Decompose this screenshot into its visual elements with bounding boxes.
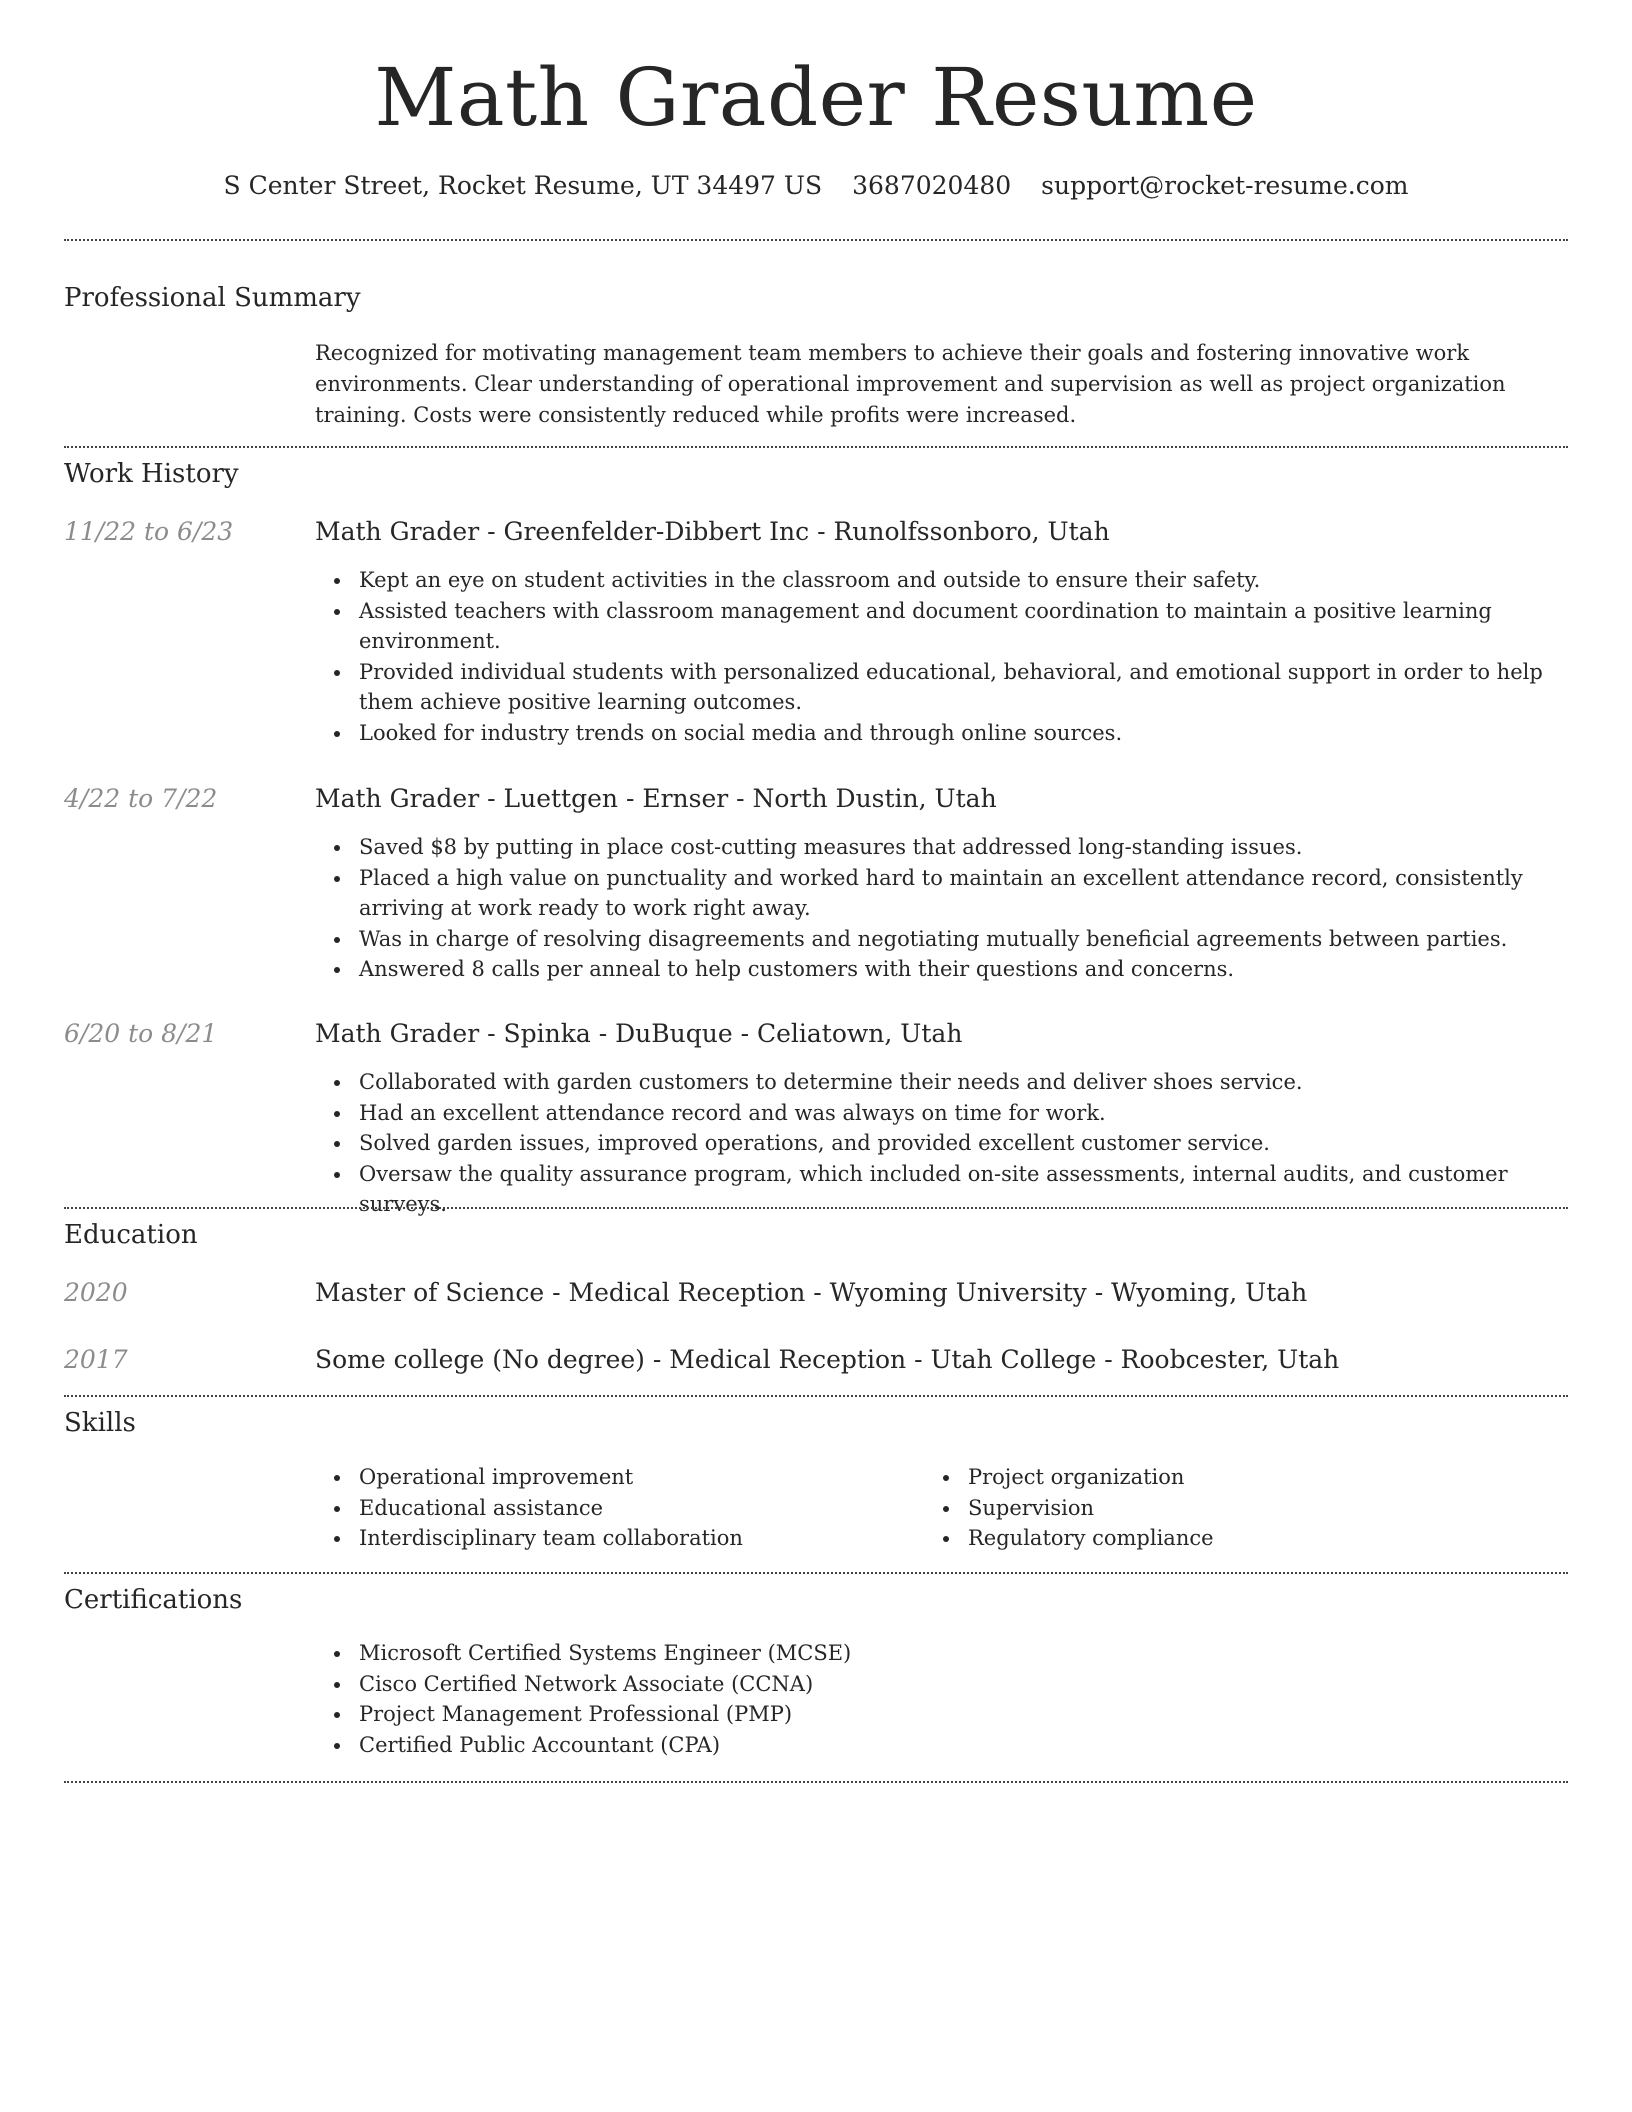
section-title-education: Education: [64, 1220, 198, 1250]
list-item: Educational assistance: [359, 1493, 919, 1524]
job-bullets: [359, 565, 1569, 748]
skills-list-right: [968, 1462, 1528, 1554]
list-item: Oversaw the quality assurance program, which included on-site assessments, internal audits, and customer surveys.: [359, 1159, 1569, 1220]
job-dates: 11/22 to 6/23: [64, 517, 234, 546]
summary-text: Recognized for motivating management team members to achieve their goals and fostering innovative work environments. Clear understanding of operational improvement and supervision as well as project organization training. Costs were consistently reduced while profits were increased.: [315, 341, 1506, 427]
resume-title: Math Grader Resume: [374, 51, 1258, 144]
list-item: Looked for industry trends on social media and through online sources.: [359, 718, 1569, 749]
divider: [64, 1395, 1568, 1397]
certifications-list: [359, 1638, 1569, 1760]
job-dates: 4/22 to 7/22: [64, 784, 218, 813]
list-item: Answered 8 calls per anneal to help customers with their questions and concerns.: [359, 954, 1569, 985]
education-year: 2017: [64, 1345, 128, 1374]
section-title-certifications: Certifications: [64, 1585, 243, 1615]
job-bullets: [359, 832, 1569, 985]
divider: [64, 1781, 1568, 1783]
section-title-work-history: Work History: [64, 459, 239, 489]
list-item: Project organization: [968, 1462, 1528, 1493]
education-heading: Master of Science - Medical Reception - Wyoming University - Wyoming, Utah: [315, 1278, 1308, 1307]
section-title-summary: Professional Summary: [64, 283, 361, 313]
job-bullets: [359, 1067, 1569, 1220]
contact-email: support@rocket-resume.com: [1041, 171, 1409, 200]
divider: [64, 1207, 1568, 1209]
list-item: Cisco Certified Network Associate (CCNA): [359, 1669, 1569, 1700]
list-item: Interdisciplinary team collaboration: [359, 1523, 919, 1554]
contact-phone: 3687020480: [852, 171, 1012, 200]
list-item: Project Management Professional (PMP): [359, 1699, 1569, 1730]
list-item: Operational improvement: [359, 1462, 919, 1493]
job-dates: 6/20 to 8/21: [64, 1019, 218, 1048]
list-item: Certified Public Accountant (CPA): [359, 1730, 1569, 1761]
job-heading: Math Grader - Greenfelder-Dibbert Inc - Runolfssonboro, Utah: [315, 517, 1110, 546]
list-item: Microsoft Certified Systems Engineer (MCSE): [359, 1638, 1569, 1669]
skills-list-left: [359, 1462, 919, 1554]
job-heading: Math Grader - Spinka - DuBuque - Celiatown, Utah: [315, 1019, 963, 1048]
divider: [64, 1572, 1568, 1574]
list-item: Saved $8 by putting in place cost-cutting measures that addressed long-standing issues.: [359, 832, 1569, 863]
divider: [64, 239, 1568, 241]
list-item: Assisted teachers with classroom management and document coordination to maintain a positive learning environment.: [359, 596, 1569, 657]
section-title-skills: Skills: [64, 1408, 136, 1438]
list-item: Placed a high value on punctuality and worked hard to maintain an excellent attendance record, consistently arriving at work ready to work right away.: [359, 863, 1569, 924]
list-item: Collaborated with garden customers to determine their needs and deliver shoes service.: [359, 1067, 1569, 1098]
contact-line: [64, 168, 1568, 204]
list-item: Supervision: [968, 1493, 1528, 1524]
contact-address: S Center Street, Rocket Resume, UT 34497 US: [223, 171, 823, 200]
list-item: Kept an eye on student activities in the classroom and outside to ensure their safety.: [359, 565, 1569, 596]
job-heading: Math Grader - Luettgen - Ernser - North Dustin, Utah: [315, 784, 997, 813]
list-item: Had an excellent attendance record and was always on time for work.: [359, 1098, 1569, 1129]
list-item: Was in charge of resolving disagreements and negotiating mutually beneficial agreements between parties.: [359, 924, 1569, 955]
education-year: 2020: [64, 1278, 128, 1307]
list-item: Provided individual students with personalized educational, behavioral, and emotional support in order to help them achieve positive learning outcomes.: [359, 657, 1569, 718]
education-heading: Some college (No degree) - Medical Reception - Utah College - Roobcester, Utah: [315, 1345, 1340, 1374]
divider: [64, 446, 1568, 448]
list-item: Solved garden issues, improved operations, and provided excellent customer service.: [359, 1128, 1569, 1159]
list-item: Regulatory compliance: [968, 1523, 1528, 1554]
